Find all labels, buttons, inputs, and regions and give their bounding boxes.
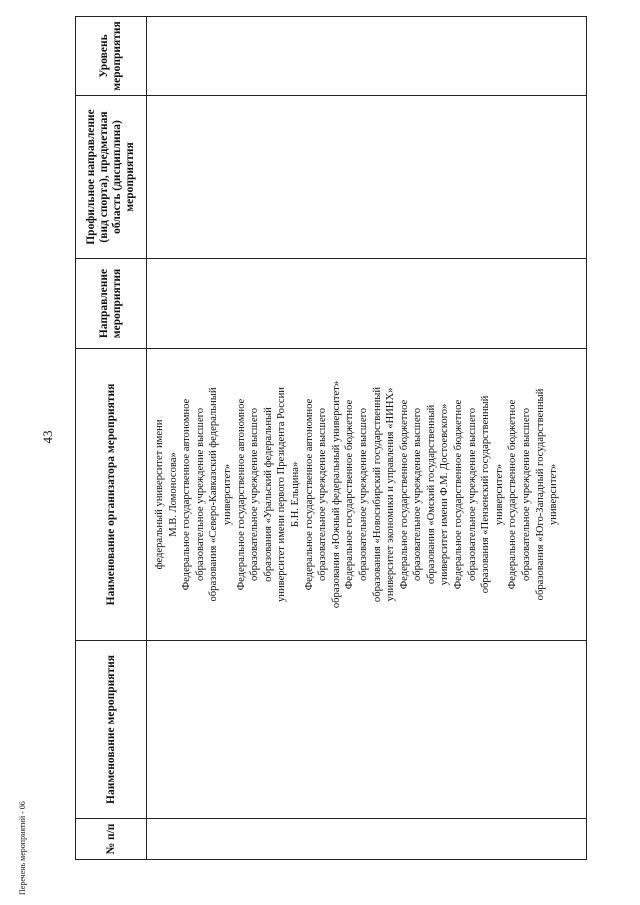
- organizer-line: образования «Новосибирский государственный: [371, 386, 383, 603]
- organizer-line: М.В. Ломоносова»: [167, 452, 179, 537]
- header-direction: Направление мероприятия: [76, 259, 147, 349]
- organizer-line: образования «Уральский федеральный: [262, 407, 274, 582]
- rotated-table-container: [75, 17, 587, 860]
- organizer-line: университет экономики и управления «НИНХ»: [385, 387, 397, 602]
- page-number: 43: [40, 430, 55, 444]
- header-event-name: Наименование мероприятия: [76, 641, 147, 819]
- organizer-line: Федеральное государственное бюджетное: [344, 399, 356, 590]
- organizer-line: Федеральное государственное автономное: [303, 398, 315, 591]
- cell-organizer: [147, 349, 587, 641]
- organizer-line: образования «Юго-Западный государственный: [534, 388, 546, 601]
- organizer-line: образования «Пензенский государственный: [480, 395, 492, 594]
- organizer-line: Федеральное государственное бюджетное: [453, 399, 465, 590]
- footer-text: Перечень мероприятий - 06: [18, 801, 27, 895]
- header-level: Уровень мероприятия: [76, 17, 147, 96]
- organizer-line: университет»: [221, 463, 233, 526]
- organizer-line: университет имени первого Президента России: [276, 387, 288, 602]
- organizer-line: образовательное учреждение высшего: [249, 407, 261, 582]
- organizer-line: Федеральное государственное автономное: [235, 398, 247, 591]
- table-header-row: [76, 17, 147, 860]
- organizer-line: образовательное учреждение высшего: [317, 407, 329, 582]
- organizer-line: федеральный университет имени: [154, 419, 165, 570]
- organizer-line: университет»: [548, 463, 560, 526]
- header-organizer: Наименование организатора мероприятия: [76, 349, 147, 641]
- organizer-line: образования «Северо-Кавказский федеральный: [208, 387, 220, 602]
- cell-number: [147, 819, 587, 860]
- organizer-line: образовательное учреждение высшего: [194, 407, 206, 582]
- cell-direction: [147, 259, 587, 349]
- table-row: [147, 17, 587, 860]
- organizer-line: образовательное учреждение высшего: [412, 407, 424, 582]
- organizer-line: университет»: [493, 463, 505, 526]
- organizer-line: образовательное учреждение высшего: [521, 407, 533, 582]
- organizer-line: Б.Н. Ельцина»: [289, 461, 301, 528]
- organizer-line: образования «Омский государственный: [425, 404, 437, 585]
- cell-level: [147, 17, 587, 96]
- organizer-line: образования «Южный федеральный университет»: [330, 380, 342, 609]
- organizer-line: университет имени Ф.М. Достоевского»: [439, 403, 451, 586]
- organizer-line: образовательное учреждение высшего: [466, 407, 478, 582]
- organizer-line: Федеральное государственное автономное: [181, 398, 193, 591]
- header-number: № п/п: [76, 819, 147, 860]
- events-table: [75, 16, 587, 860]
- organizer-line: образовательное учреждение высшего: [357, 407, 369, 582]
- header-profile: Профильное направление (вид спорта), предметная область (дисциплина) мероприятия: [76, 96, 147, 259]
- organizer-line: Федеральное государственное бюджетное: [398, 399, 410, 590]
- cell-event-name: [147, 641, 587, 819]
- organizer-line: Федеральное государственное бюджетное: [507, 399, 519, 590]
- cell-profile: [147, 96, 587, 259]
